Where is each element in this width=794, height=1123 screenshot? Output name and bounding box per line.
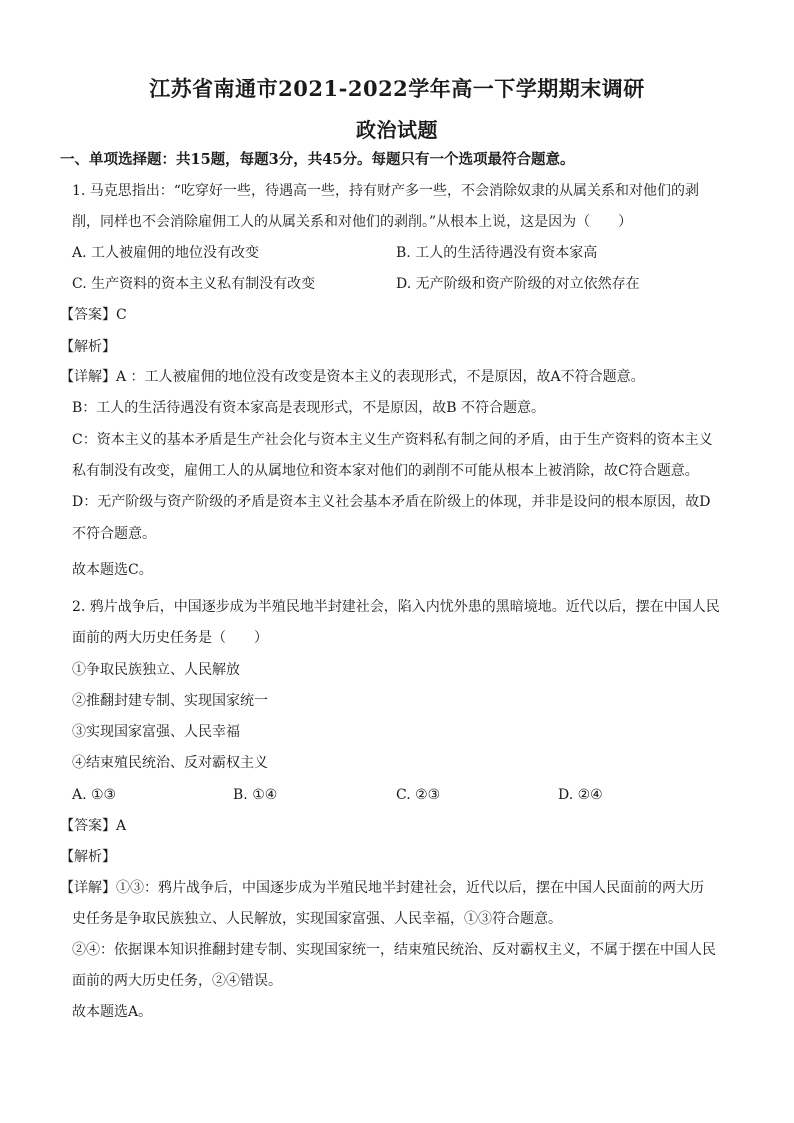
q1-detail-b: B：工人的生活待遇没有资本家高是表现形式，不是原因，故B 不符合题意。 [72, 400, 546, 416]
q2-detail-24-line1: ②④：依据课本知识推翻封建专制、实现国家统一，结束殖民统治、反对霸权主义，不属于摆在中国人民 [72, 942, 716, 958]
q1-option-d: D. 无产阶级和资产阶级的对立依然存在 [396, 276, 640, 292]
q2-item-4: ④结束殖民统治、反对霸权主义 [72, 755, 268, 771]
q1-analysis-label: 【解析】 [60, 339, 116, 355]
q2-stem-line1: 2. 鸦片战争后，中国逐步成为半殖民地半封建社会，陷入内忧外患的黑暗境地。近代以后，摆在中国人民 [72, 599, 720, 615]
q2-detail-24-line2: 面前的两大历史任务，②④错误。 [72, 973, 282, 989]
q1-option-c: C. 生产资料的资本主义私有制没有改变 [72, 276, 316, 292]
q2-conclusion: 故本题选A。 [72, 1004, 153, 1020]
q1-detail-d-line1: D：无产阶级与资产阶级的矛盾是资本主义社会基本矛盾在阶级上的体现，并非是设问的根本原因，故D [72, 494, 711, 510]
q2-option-d: D. ②④ [558, 787, 603, 803]
q2-item-2: ②推翻封建专制、实现国家统一 [72, 693, 268, 709]
q1-detail-d-line2: 不符合题意。 [72, 526, 156, 542]
q2-item-1: ①争取民族独立、人民解放 [72, 662, 240, 678]
q2-analysis-label: 【解析】 [60, 849, 116, 865]
q2-option-c: C. ②③ [396, 787, 441, 803]
page-title: 江苏省南通市2021-2022学年高一下学期期末调研 [149, 76, 645, 101]
q1-detail-c-line1: C：资本主义的基本矛盾是生产社会化与资本主义生产资料私有制之间的矛盾，由于生产资料的资本主义 [72, 432, 713, 448]
q1-option-a: A. 工人被雇佣的地位没有改变 [72, 245, 260, 261]
q2-option-a: A. ①③ [72, 787, 117, 803]
q1-answer: 【答案】C [60, 307, 127, 323]
q1-detail-c-line2: 私有制没有改变，雇佣工人的从属地位和资本家对他们的剥削不可能从根本上被消除，故C符合题意。 [72, 463, 699, 479]
q1-stem-line1: 1. 马克思指出：“吃穿好一些，待遇高一些，持有财产多一些，不会消除奴隶的从属关系和对他们的剥 [72, 183, 699, 199]
q1-stem-line2: 削，同样也不会消除雇佣工人的从属关系和对他们的剥削。”从根本上说，这是因为（ ） [72, 214, 633, 230]
q2-detail-13-line2: 史任务是争取民族独立、人民解放，实现国家富强、人民幸福，①③符合题意。 [72, 911, 562, 927]
q2-answer: 【答案】A [60, 818, 127, 834]
page-subtitle: 政治试题 [356, 118, 438, 142]
q1-option-b: B. 工人的生活待遇没有资本家高 [396, 245, 598, 261]
q2-item-3: ③实现国家富强、人民幸福 [72, 724, 240, 740]
q1-detail-a: 【详解】A ：工人被雇佣的地位没有改变是资本主义的表现形式，不是原因，故A不符合题意。 [60, 369, 645, 385]
q1-conclusion: 故本题选C。 [72, 562, 153, 578]
q2-detail-13-line1: 【详解】①③：鸦片战争后，中国逐步成为半殖民地半封建社会，近代以后，摆在中国人民面前的两大历 [60, 880, 704, 896]
section-header: 一、单项选择题：共15题，每题3分，共45分。每题只有一个选项最符合题意。 [60, 151, 575, 168]
q2-stem-line2: 面前的两大历史任务是（ ） [72, 630, 268, 646]
q2-option-b: B. ①④ [233, 787, 278, 803]
